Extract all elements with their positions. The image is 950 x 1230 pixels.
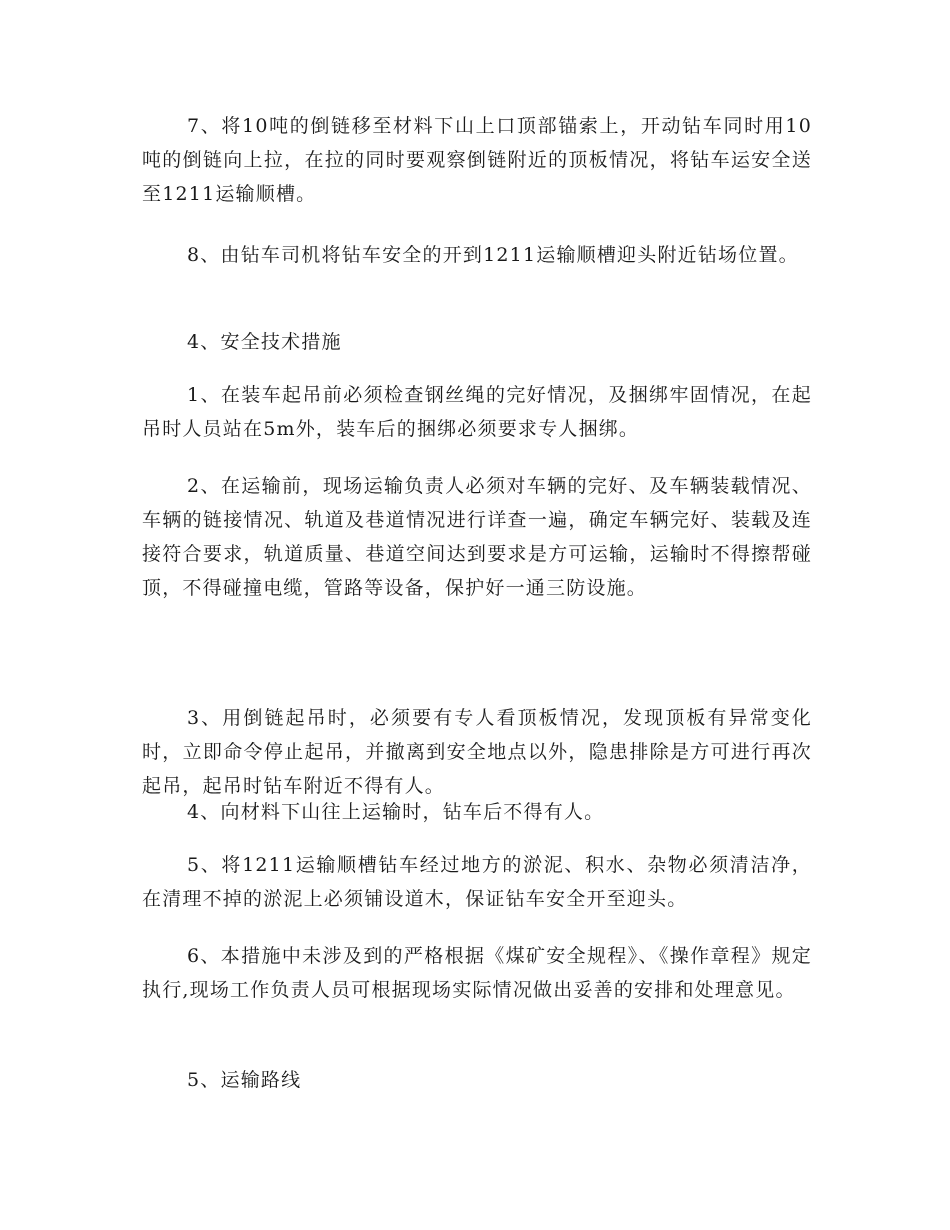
paragraph-step-7: 7、将10吨的倒链移至材料下山上口顶部锚索上，开动钻车同时用10吨的倒链向上拉，在拉的同时要观察倒链附近的顶板情况，将钻车运安全送至1211运输顺槽。 (142, 115, 812, 205)
paragraph-measure-4: 4、向材料下山往上运输时，钻车后不得有人。 (187, 801, 605, 823)
paragraph-measure-1: 1、在装车起吊前必须检查钢丝绳的完好情况，及捆绑牢固情况，在起吊时人员站在5m外，装车后的捆绑必须要求专人捆绑。 (142, 384, 812, 440)
section-heading-transport-route: 5、运输路线 (187, 1069, 302, 1091)
paragraph-measure-3: 3、用倒链起吊时，必须要有专人看顶板情况，发现顶板有异常变化时，立即命令停止起吊，并撤离到安全地点以外，隐患排除是方可进行再次起吊，起吊时钻车附近不得有人。 (142, 707, 812, 797)
paragraph-step-8: 8、由钻车司机将钻车安全的开到1211运输顺槽迎头附近钻场位置。 (187, 244, 799, 266)
paragraph-measure-2: 2、在运输前，现场运输负责人必须对车辆的完好、及车辆装载情况、车辆的链接情况、轨道及巷道情况进行详查一遍，确定车辆完好、装载及连接符合要求，轨道质量、巷道空间达到要求是方可运输，运输时不得擦帮碰顶，不得碰撞电缆，管路等设备，保护好一通三防设施。 (142, 475, 812, 599)
section-heading-safety-measures: 4、安全技术措施 (187, 331, 342, 353)
paragraph-measure-5: 5、将1211运输顺槽钻车经过地方的淤泥、积水、杂物必须清洁净，在清理不掉的淤泥上必须铺设道木，保证钻车安全开至迎头。 (142, 854, 812, 910)
paragraph-measure-6: 6、本措施中未涉及到的严格根据《煤矿安全规程》、《操作章程》规定执行,现场工作负责人员可根据现场实际情况做出妥善的安排和处理意见。 (142, 945, 812, 1001)
